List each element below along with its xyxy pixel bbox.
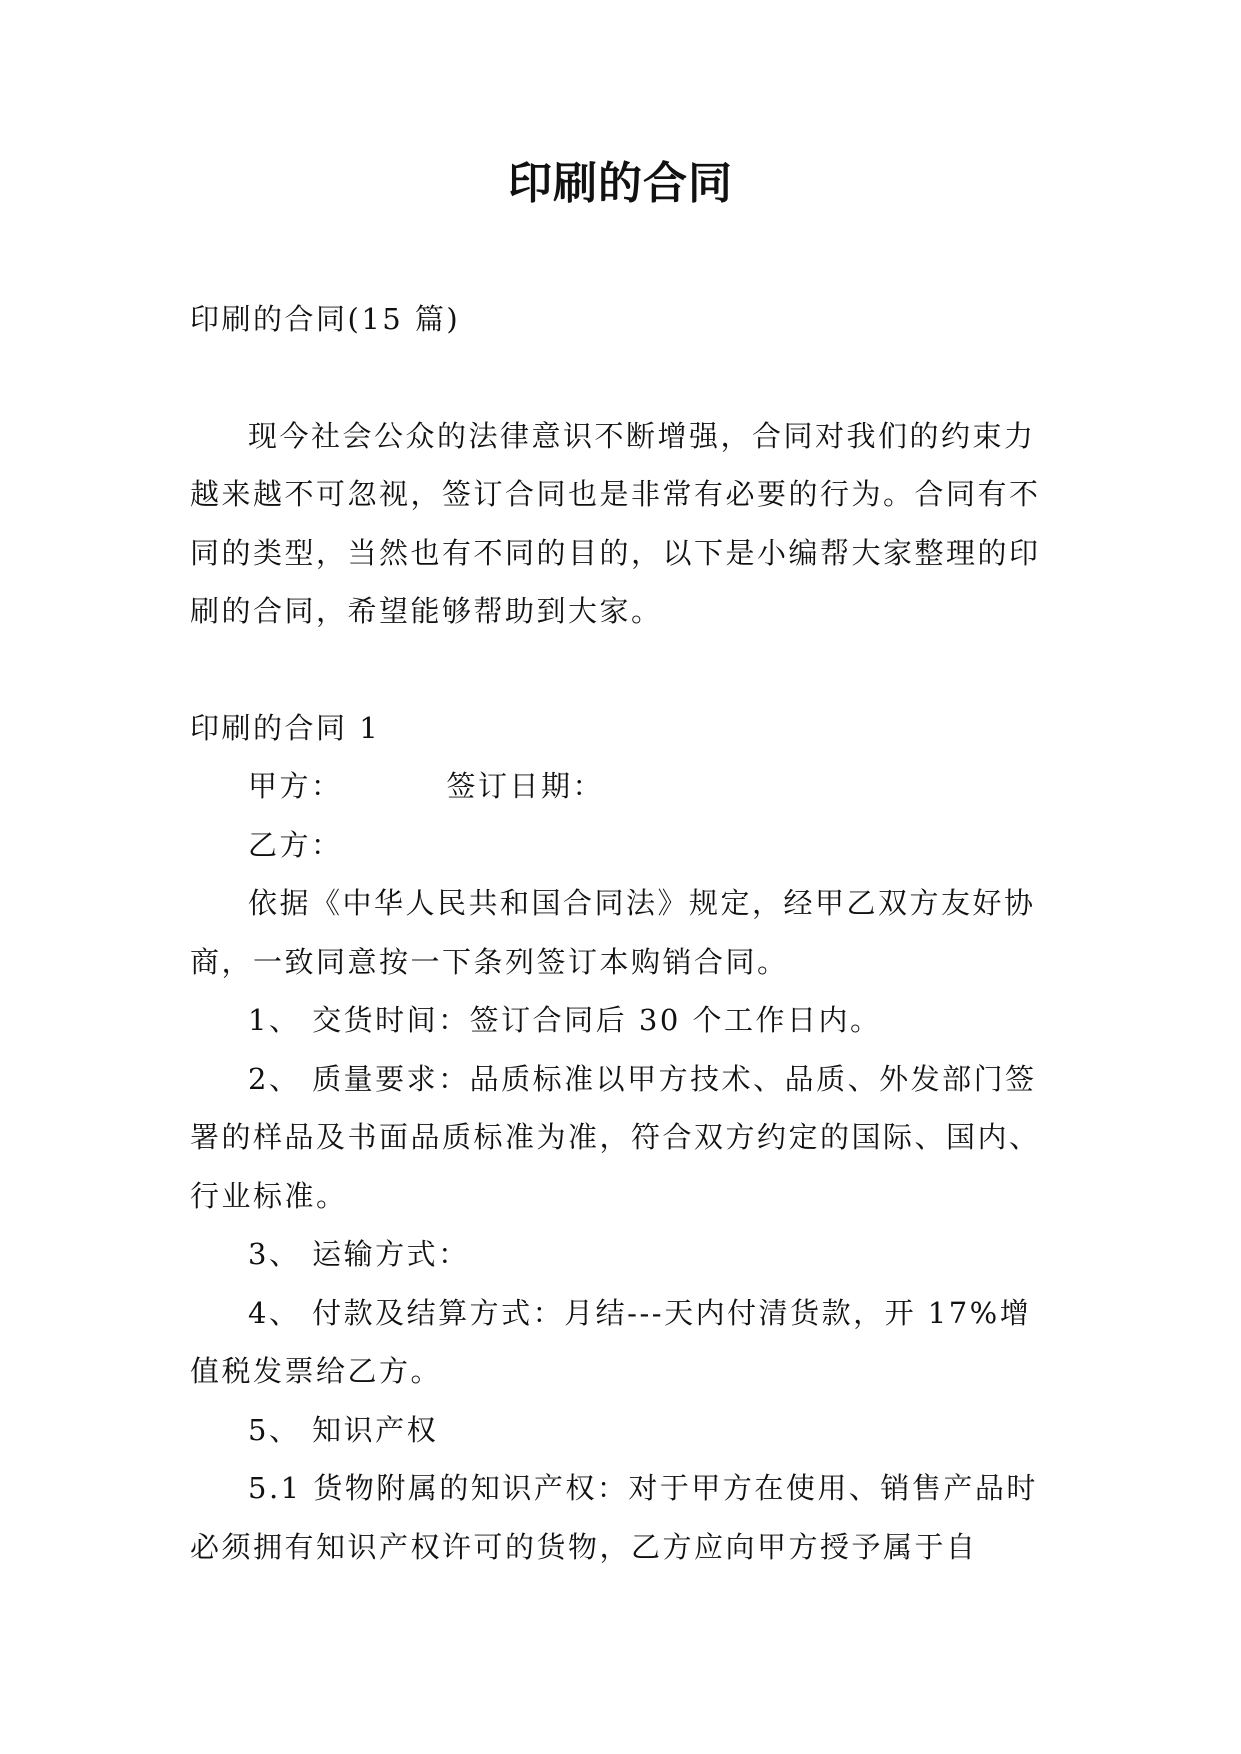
- document-title: 印刷的合同: [508, 158, 733, 209]
- clause-5-1: 5.1 货物附属的知识产权：对于甲方在使用、销售产品时必须拥有知识产权许可的货物，乙方应向甲方授予属于自: [190, 1471, 1038, 1564]
- clause-2: 2、 质量要求：品质标准以甲方技术、品质、外发部门签署的样品及书面品质标准为准，符合双方约定的国际、国内、行业标准。: [190, 1061, 1041, 1213]
- clause-5: 5、 知识产权: [248, 1412, 439, 1447]
- clause-4: 4、 付款及结算方式：月结---天内付清货款，开 17%增值税发票给乙方。: [190, 1295, 1032, 1388]
- party-a-label: 甲方：: [248, 769, 343, 803]
- section-heading: 印刷的合同 1: [190, 710, 381, 745]
- clause-3: 3、 运输方式：: [248, 1237, 470, 1271]
- document-subtitle: 印刷的合同(15 篇): [190, 302, 461, 336]
- party-b-label: 乙方：: [248, 827, 343, 862]
- sign-date-label: 签订日期：: [446, 769, 605, 803]
- document-body: [190, 290, 1052, 1576]
- clause-1: 1、 交货时间：签订合同后 30 个工作日内。: [248, 1003, 882, 1037]
- intro-paragraph: 现今社会公众的法律意识不断增强，合同对我们的约束力越来越不可忽视，签订合同也是非常有必要的行为。合同有不同的类型，当然也有不同的目的，以下是小编帮大家整理的印刷的合同，希望能够帮助到大家。: [190, 418, 1041, 628]
- party-line: [190, 757, 1052, 816]
- preamble-paragraph: 依据《中华人民共和国合同法》规定，经甲乙双方友好协商，一致同意按一下条列签订本购销合同。: [190, 886, 1036, 979]
